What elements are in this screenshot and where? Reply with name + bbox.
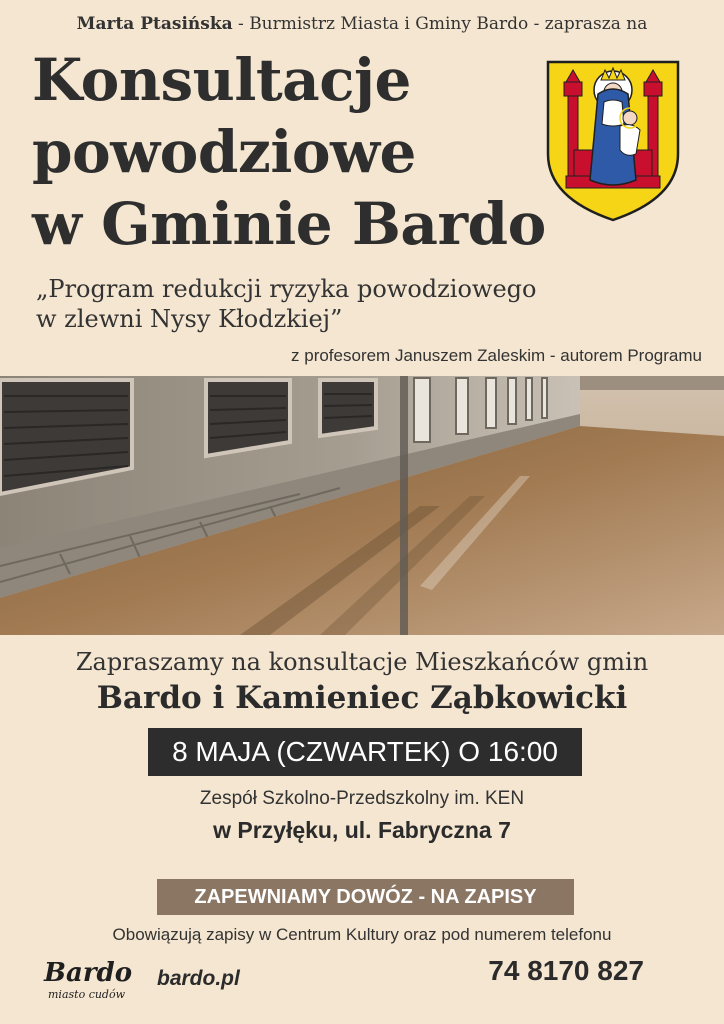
coat-of-arms-madonna-icon [544,58,682,224]
municipalities-heading: Bardo i Kamieniec Ząbkowicki [96,680,628,716]
bardo-logo [44,958,140,1006]
transport-banner: ZAPEWNIAMY DOWÓZ - NA ZAPISY [157,879,574,915]
venue-name: Zespół Szkolno-Przedszkolny im. KEN [199,788,525,809]
venue-address: w Przyłęku, ul. Fabryczna 7 [213,817,511,843]
signup-note: Obowiązują zapisy w Centrum Kultury oraz pod numerem telefonu [112,925,612,944]
program-title-line-1: „Program redukcji ryzyka powodziowego [36,275,537,303]
program-title [36,274,676,334]
invite-text: Zapraszamy na konsultacje Mieszkańców gmin [75,648,649,676]
date-time-banner: 8 MAJA (CZWARTEK) O 16:00 [148,728,582,776]
professor-credit: z profesorem Januszem Zaleskim - autorem Programu [291,346,702,365]
invitation-text: - Burmistrz Miasta i Gminy Bardo - zaprasza na [232,14,648,34]
logo-tagline: miasto cudów [48,988,126,1001]
program-title-line-2: w zlewni Nysy Kłodzkiej” [36,305,343,333]
website-link[interactable]: bardo.pl [157,967,240,990]
title-line-2: powodziowe [32,118,416,186]
mayor-name: Marta Ptasińska [76,14,233,34]
poster-title [32,44,552,260]
logo-word: Bardo [44,958,133,988]
invitation-line [0,14,724,34]
phone-number[interactable]: 74 8170 827 [488,955,644,986]
title-line-1: Konsultacje [32,46,411,114]
flooded-street-photo [0,376,724,635]
title-line-3: w Gminie Bardo [32,190,546,258]
